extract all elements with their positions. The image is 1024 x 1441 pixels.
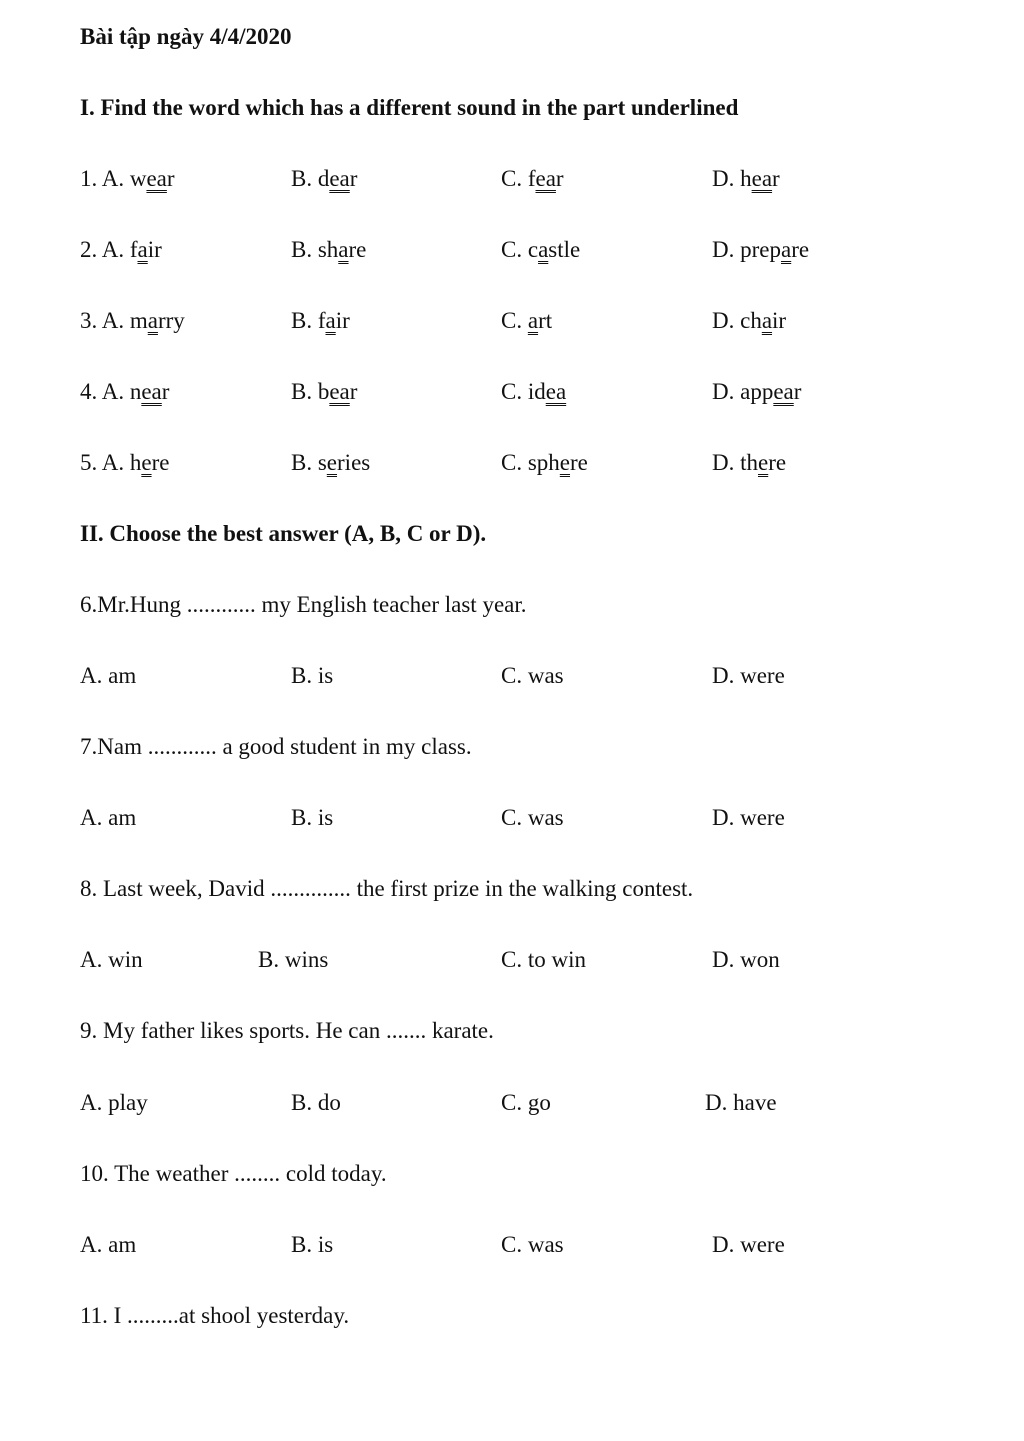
q10-option-a: A. am xyxy=(80,1232,137,1257)
q9-option-b: B. do xyxy=(291,1090,341,1115)
q6-option-c: C. was xyxy=(501,663,564,688)
q7-option-b: B. is xyxy=(291,805,334,830)
q6-option-d: D. were xyxy=(712,663,785,688)
q6-option-b: B. is xyxy=(291,663,334,688)
q3-option-a: 3. A. marry xyxy=(80,308,185,333)
q5-option-b: B. series xyxy=(291,450,371,475)
q3-option-b: B. fair xyxy=(291,308,350,333)
q8-option-b: B. wins xyxy=(258,947,329,972)
q8-option-d: D. won xyxy=(712,947,780,972)
q5-option-d: D. there xyxy=(712,450,787,475)
q10-option-b: B. is xyxy=(291,1232,334,1257)
section-1-heading: I. Find the word which has a different sound in the part underlined xyxy=(80,95,739,120)
q7-option-c: C. was xyxy=(501,805,564,830)
section-2-heading: II. Choose the best answer (A, B, C or D). xyxy=(80,521,487,546)
q4-option-a: 4. A. near xyxy=(80,379,170,404)
q5-option-c: C. sphere xyxy=(501,450,588,475)
q1-option-d: D. hear xyxy=(712,166,780,191)
question-6: 6.Mr.Hung ............ my English teacher last year. xyxy=(80,592,527,617)
q8-option-c: C. to win xyxy=(501,947,586,972)
q9-option-d: D. have xyxy=(705,1090,777,1115)
page-title: Bài tập ngày 4/4/2020 xyxy=(80,24,292,49)
q7-option-a: A. am xyxy=(80,805,137,830)
question-8: 8. Last week, David .............. the first prize in the walking contest. xyxy=(80,876,694,901)
question-9: 9. My father likes sports. He can ....... karate. xyxy=(80,1018,494,1043)
q10-option-d: D. were xyxy=(712,1232,785,1257)
q8-option-a: A. win xyxy=(80,947,143,972)
q9-option-c: C. go xyxy=(501,1090,551,1115)
q1-option-c: C. fear xyxy=(501,166,564,191)
q2-option-b: B. share xyxy=(291,237,367,262)
q4-option-d: D. appear xyxy=(712,379,802,404)
q10-option-c: C. was xyxy=(501,1232,564,1257)
q5-option-a: 5. A. here xyxy=(80,450,170,475)
question-11: 11. I .........at shool yesterday. xyxy=(80,1303,350,1328)
q3-option-c: C. art xyxy=(501,308,553,333)
q1-option-a: 1. A. wear xyxy=(80,166,175,191)
q4-option-c: C. idea xyxy=(501,379,567,404)
q9-option-a: A. play xyxy=(80,1090,148,1115)
question-10: 10. The weather ........ cold today. xyxy=(80,1161,387,1186)
q4-option-b: B. bear xyxy=(291,379,358,404)
q7-option-d: D. were xyxy=(712,805,785,830)
q1-option-b: B. dear xyxy=(291,166,358,191)
q2-option-c: C. castle xyxy=(501,237,581,262)
q3-option-d: D. chair xyxy=(712,308,787,333)
q2-option-a: 2. A. fair xyxy=(80,237,162,262)
q2-option-d: D. prepare xyxy=(712,237,810,262)
question-7: 7.Nam ............ a good student in my class. xyxy=(80,734,472,759)
q6-option-a: A. am xyxy=(80,663,137,688)
